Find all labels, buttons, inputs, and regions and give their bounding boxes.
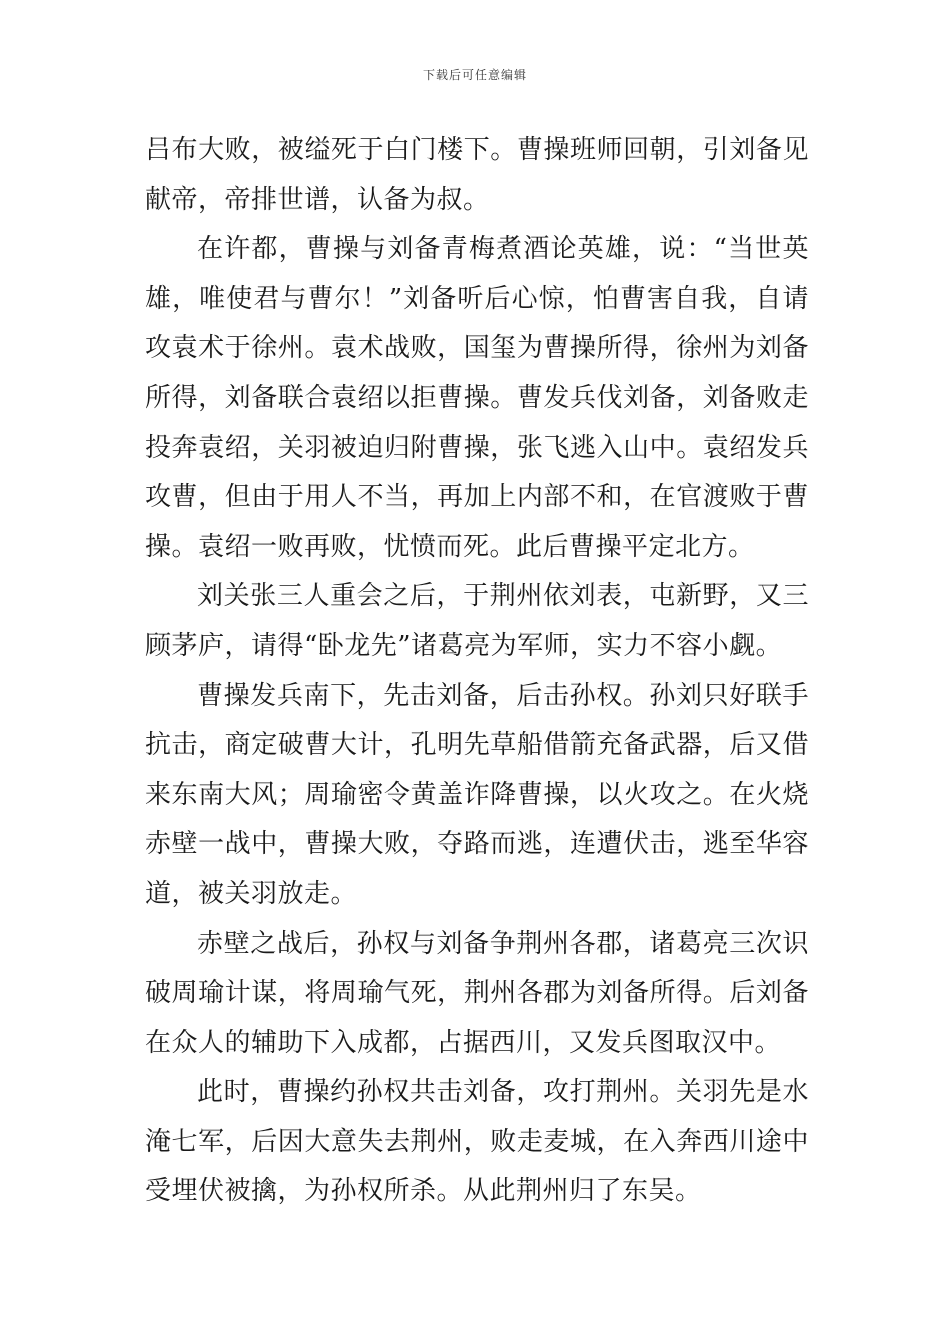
paragraph-4: 曹操发兵南下，先击刘备，后击孙权。孙刘只好联手抗击，商定破曹大计，孔明先草船借箭充备武器，后又借来东南大风；周瑜密令黄盖诈降曹操，以火攻之。在火烧赤壁一战中，曹操大败，夺路而逃，连遭伏击，逃至华容道，被关羽放走。 <box>145 680 809 909</box>
paragraph-2: 在许都，曹操与刘备青梅煮酒论英雄，说：“当世英雄，唯使君与曹尔！”刘备听后心惊，怕曹害自我，自请攻袁术于徐州。袁术战败，国玺为曹操所得，徐州为刘备所得，刘备联合袁绍以拒曹操。曹发兵伐刘备，刘备败走投奔袁绍，关羽被迫归附曹操，张飞逃入山中。袁绍发兵攻曹，但由于用人不当，再加上内部不和，在官渡败于曹操。袁绍一败再败，忧愤而死。此后曹操平定北方。 <box>145 234 809 562</box>
paragraph-6: 此时，曹操约孙权共击刘备，攻打荆州。关羽先是水淹七军，后因大意失去荆州，败走麦城，在入奔西川途中受埋伏被擒，为孙权所杀。从此荆州归了东吴。 <box>145 1077 809 1207</box>
page-header: 下载后可任意编辑 <box>422 68 527 82</box>
paragraph-1: 吕布大败，被缢死于白门楼下。曹操班师回朝，引刘备见献帝，帝排世谱，认备为叔。 <box>145 135 809 215</box>
document-body <box>145 126 809 1217</box>
paragraph-5: 赤壁之战后，孙权与刘备争荆州各郡，诸葛亮三次识破周瑜计谋，将周瑜气死，荆州各郡为刘备所得。后刘备在众人的辅助下入成都，占据西川，又发兵图取汉中。 <box>145 928 809 1058</box>
paragraph-3: 刘关张三人重会之后，于荆州依刘表，屯新野，又三顾茅庐，请得“卧龙先”诸葛亮为军师，实力不容小觑。 <box>145 581 809 661</box>
